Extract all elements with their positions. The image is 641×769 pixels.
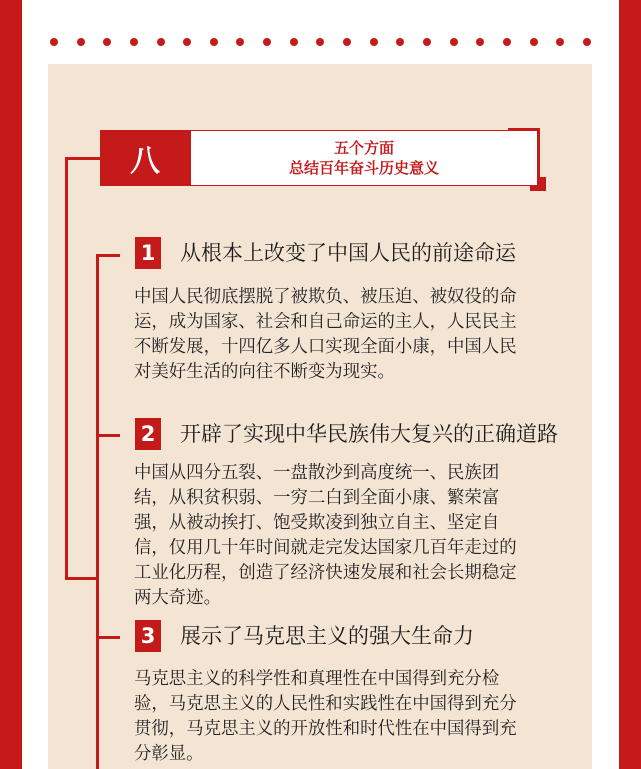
item-body-line: 中国人民彻底摆脱了被欺负、被压迫、被奴役的命 <box>134 287 517 307</box>
dotted-divider <box>22 38 619 46</box>
tick-item-2 <box>96 434 120 437</box>
tick-item-3 <box>96 636 120 639</box>
item-title: 展示了马克思主义的强大生命力 <box>180 624 474 648</box>
outer-bracket-left <box>65 157 68 579</box>
item-body-line: 中国从四分五裂、一盘散沙到高度统一、民族团 <box>134 463 500 483</box>
item-number-badge: 3 <box>135 620 161 652</box>
item-body-line: 马克思主义的科学性和真理性在中国得到充分检 <box>134 669 500 689</box>
section-heading-line1: 五个方面 <box>333 139 394 157</box>
item-body-line: 运，成为国家、社会和自己命运的主人，人民民主 <box>134 312 517 332</box>
section-number-badge: 八 <box>100 130 190 186</box>
item-body-line: 强，从被动挨打、饱受欺凌到独立自主、坚定自 <box>134 513 500 533</box>
item-body <box>134 285 582 385</box>
item-number-badge: 1 <box>135 237 161 269</box>
item-title: 从根本上改变了中国人民的前途命运 <box>180 241 516 265</box>
item-body-line: 不断发展，十四亿多人口实现全面小康，中国人民 <box>134 337 517 357</box>
section-heading-line2: 总结百年奋斗历史意义 <box>288 159 439 177</box>
item-body-line: 工业化历程，创造了经济快速发展和社会长期稳定 <box>134 563 517 583</box>
item-body-line: 结，从积贫积弱、一穷二白到全面小康、繁荣富 <box>134 488 500 508</box>
tick-item-1 <box>96 254 120 257</box>
item-body-line: 验，马克思主义的人民性和实践性在中国得到充分 <box>134 694 517 714</box>
outer-bracket-bottom <box>65 577 98 580</box>
inner-connector-vertical <box>96 254 99 769</box>
section-heading <box>190 130 538 186</box>
item-body <box>134 461 582 611</box>
item-body-line: 两大奇迹。 <box>134 588 221 608</box>
outer-bracket-top <box>65 157 100 160</box>
item-body-line: 贯彻，马克思主义的开放性和时代性在中国得到充 <box>134 719 517 739</box>
item-body-line: 对美好生活的向往不断变为现实。 <box>134 362 395 382</box>
item-title: 开辟了实现中华民族伟大复兴的正确道路 <box>180 422 558 446</box>
item-body <box>134 667 582 767</box>
item-body-line: 分彰显。 <box>134 744 204 764</box>
item-body-line: 信，仅用几十年时间就走完发达国家几百年走过的 <box>134 538 517 558</box>
item-number-badge: 2 <box>135 418 161 450</box>
